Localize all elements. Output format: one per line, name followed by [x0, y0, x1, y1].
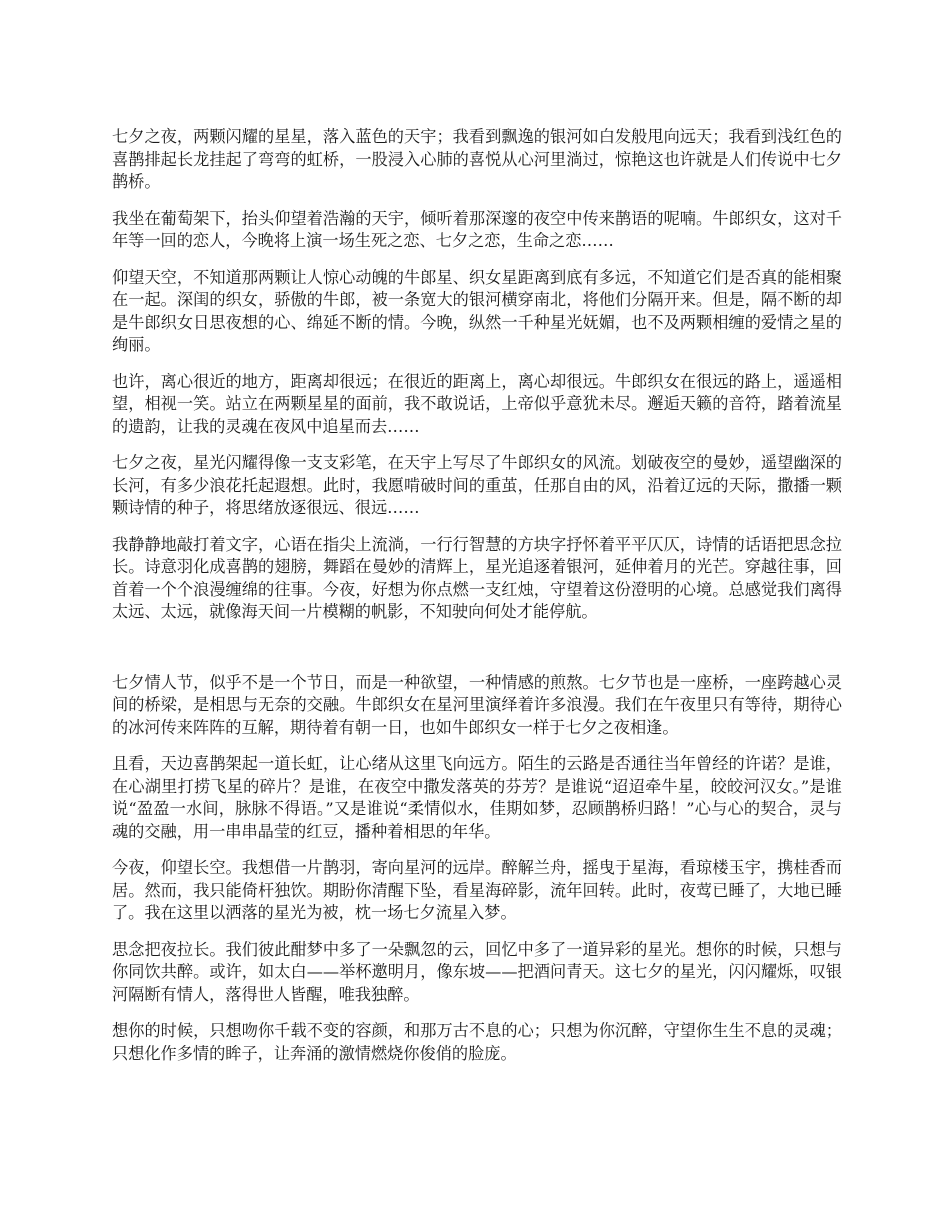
- section-1: [112, 126, 842, 624]
- paragraph: 且看，天边喜鹊架起一道长虹，让心绪从这里飞向远方。陌生的云路是否通往当年曾经的许诺？是谁，在心湖里打捞飞星的碎片？是谁，在夜空中撒发落英的芬芳？是谁说“迢迢牵牛星，皎皎河汉女。”是谁说“盈盈一水间，脉脉不得语。”又是谁说“柔情似水，佳期如梦，忍顾鹊桥归路！”心与心的契合，灵与魂的交融，用一串串晶莹的红豆，播种着相思的年华。: [112, 754, 842, 841]
- section-2: [112, 672, 842, 1066]
- paragraph: 仰望天空，不知道那两颗让人惊心动魄的牛郎星、织女星距离到底有多远，不知道它们是否真的能相聚在一起。深闺的织女，骄傲的牛郎，被一条宽大的银河横穿南北，将他们分隔开来。但是，隔不断的却是牛郎织女日思夜想的心、绵延不断的情。今晚，纵然一千种星光妩媚，也不及两颗相缠的爱情之星的绚丽。: [112, 267, 842, 354]
- paragraph: 今夜，仰望长空。我想借一片鹊羽，寄向星河的远岸。醉解兰舟，摇曳于星海，看琼楼玉宇，携桂香而居。然而，我只能倚杆独饮。期盼你清醒下坠，看星海碎影，流年回转。此时，夜莺已睡了，大地已睡了。我在这里以洒落的星光为被，枕一场七夕流星入梦。: [112, 858, 842, 922]
- paragraph: 七夕之夜，两颗闪耀的星星，落入蓝色的天宇；我看到飘逸的银河如白发般甩向远天；我看到浅红色的喜鹊排起长龙挂起了弯弯的虹桥，一股浸入心肺的喜悦从心河里淌过，惊艳这也许就是人们传说中七夕鹊桥。: [112, 127, 842, 191]
- paragraph: 我静静地敲打着文字，心语在指尖上流淌，一行行智慧的方块字抒怀着平平仄仄，诗情的话语把思念拉长。诗意羽化成喜鹊的翅膀，舞蹈在曼妙的清辉上，星光追逐着银河，延伸着月的光芒。穿越往事，回首着一个个浪漫缠绵的往事。今夜，好想为你点燃一支红烛，守望着这份澄明的心境。总感觉我们离得太远、太远，就像海天间一片模糊的帆影，不知驶向何处才能停航。: [112, 534, 842, 621]
- paragraph: 思念把夜拉长。我们彼此酣梦中多了一朵飘忽的云，回忆中多了一道异彩的星光。想你的时候，只想与你同饮共醉。或许，如太白——举杯邀明月，像东坡——把酒问青天。这七夕的星光，闪闪耀烁，叹银河隔断有情人，落得世人皆醒，唯我独醉。: [112, 939, 842, 1004]
- paragraph: 七夕情人节，似乎不是一个节日，而是一种欲望，一种情感的煎熬。七夕节也是一座桥，一座跨越心灵间的桥梁，是相思与无奈的交融。牛郎织女在星河里演绎着许多浪漫。我们在午夜里只有等待，期待心的冰河传来阵阵的互解，期待着有朝一日，也如牛郎织女一样于七夕之夜相逢。: [112, 672, 842, 737]
- paragraph: 七夕之夜，星光闪耀得像一支支彩笔，在天宇上写尽了牛郎织女的风流。划破夜空的曼妙，遥望幽深的长河，有多少浪花托起遐想。此时，我愿啃破时间的重茧，任那自由的风，沿着辽远的天际，撒播一颗颗诗情的种子，将思绪放逐很远、很远……: [112, 453, 842, 517]
- section-gap: [112, 638, 842, 672]
- paragraph: 想你的时候，只想吻你千载不变的容颜，和那万古不息的心；只想为你沉醉，守望你生生不息的灵魂；只想化作多情的眸子，让奔涌的激情燃烧你俊俏的脸庞。: [112, 1021, 842, 1063]
- document-body: [112, 126, 842, 1079]
- paragraph: 也许，离心很近的地方，距离却很远；在很近的距离上，离心却很远。牛郎织女在很远的路上，遥遥相望，相视一笑。站立在两颗星星的面前，我不敢说话，上帝似乎意犹未尽。邂逅天籁的音符，踏着流星的遗韵，让我的灵魂在夜风中追星而去……: [112, 371, 842, 436]
- paragraph: 我坐在葡萄架下，抬头仰望着浩瀚的天宇，倾听着那深邃的夜空中传来鹊语的呢喃。牛郎织女，这对千年等一回的恋人，今晚将上演一场生死之恋、七夕之恋，生命之恋……: [112, 208, 842, 250]
